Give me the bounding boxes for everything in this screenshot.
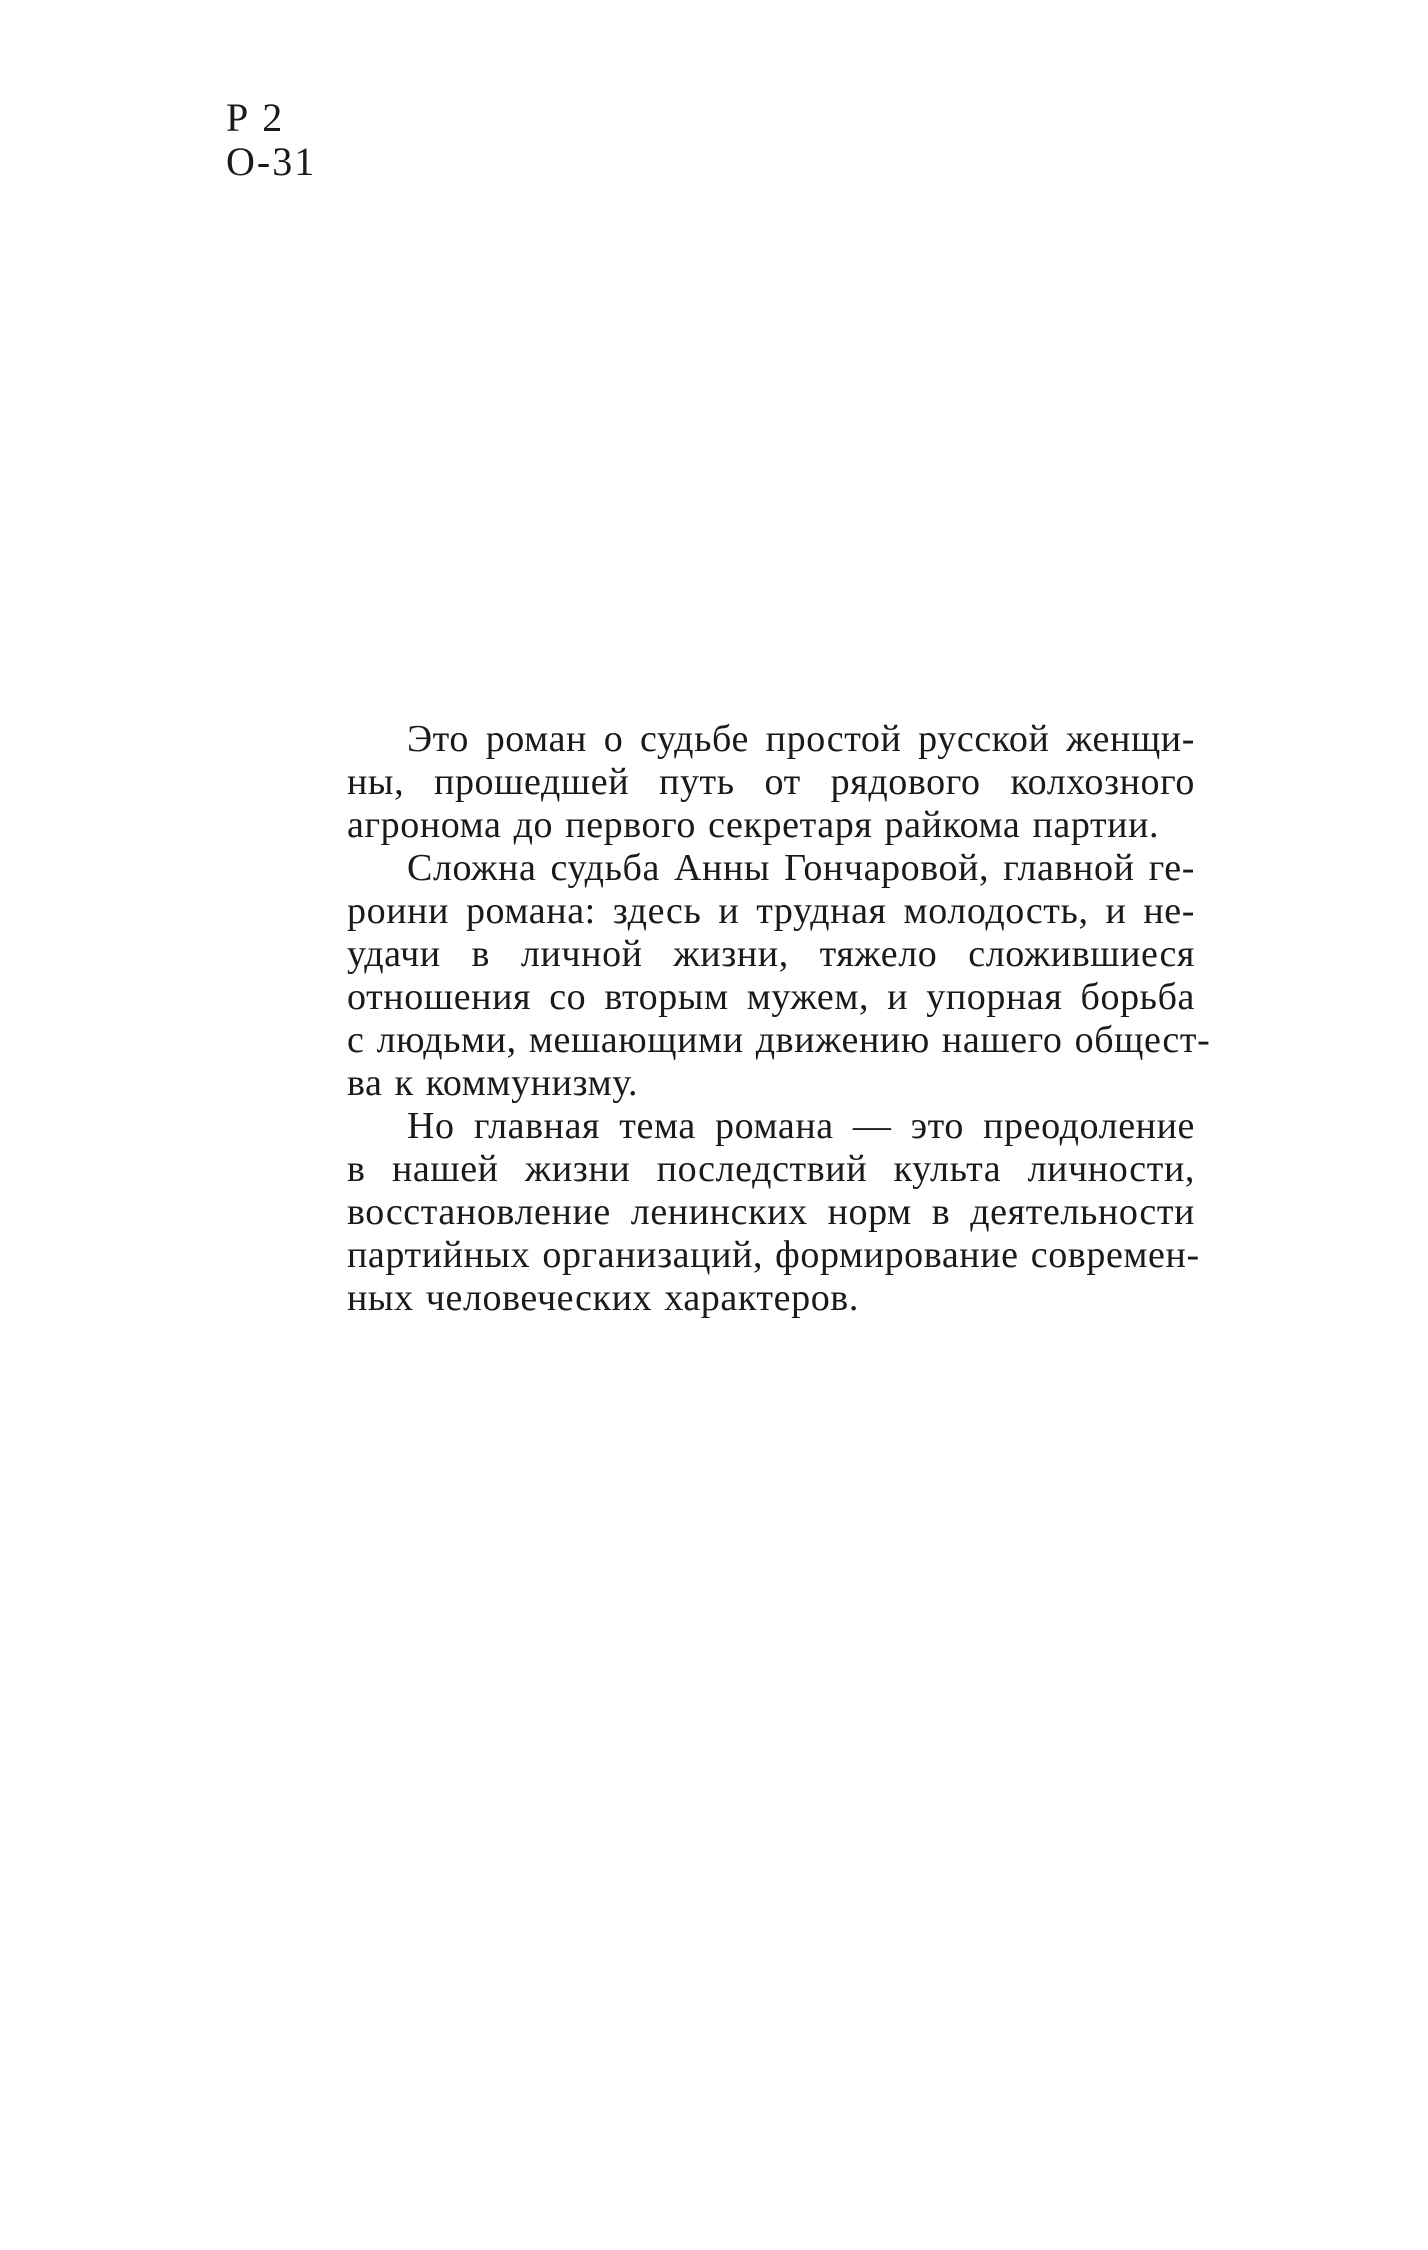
annotation-line: удачи в личной жизни, тяжело сложившиеся	[347, 933, 1195, 975]
annotation-line: с людьми, мешающими движению нашего общест-	[347, 1019, 1211, 1061]
annotation-line: роини романа: здесь и трудная молодость, и не-	[347, 890, 1195, 932]
annotation-line: Сложна судьба Анны Гончаровой, главной ге-	[407, 847, 1195, 889]
annotation-line: ных человеческих характеров.	[347, 1277, 859, 1319]
annotation-line: Но главная тема романа — это преодоление	[407, 1105, 1195, 1147]
annotation-line: партийных организаций, формирование современ-	[347, 1234, 1200, 1276]
annotation-line: Это роман о судьбе простой русской женщи-	[407, 718, 1195, 760]
annotation-line: ны, прошедшей путь от рядового колхозного	[347, 761, 1195, 803]
annotation-line: отношения со вторым мужем, и упорная борьба	[347, 976, 1195, 1018]
book-annotation	[347, 718, 1211, 1320]
annotation-line: восстановление ленинских норм в деятельности	[347, 1191, 1195, 1233]
classification-code	[226, 96, 316, 184]
annotation-line: агронома до первого секретаря райкома партии.	[347, 804, 1160, 846]
classification-line-1: Р 2	[226, 95, 285, 140]
classification-line-2: О-31	[226, 139, 317, 184]
annotation-line: ва к коммунизму.	[347, 1062, 639, 1104]
annotation-line: в нашей жизни последствий культа личности,	[347, 1148, 1195, 1190]
